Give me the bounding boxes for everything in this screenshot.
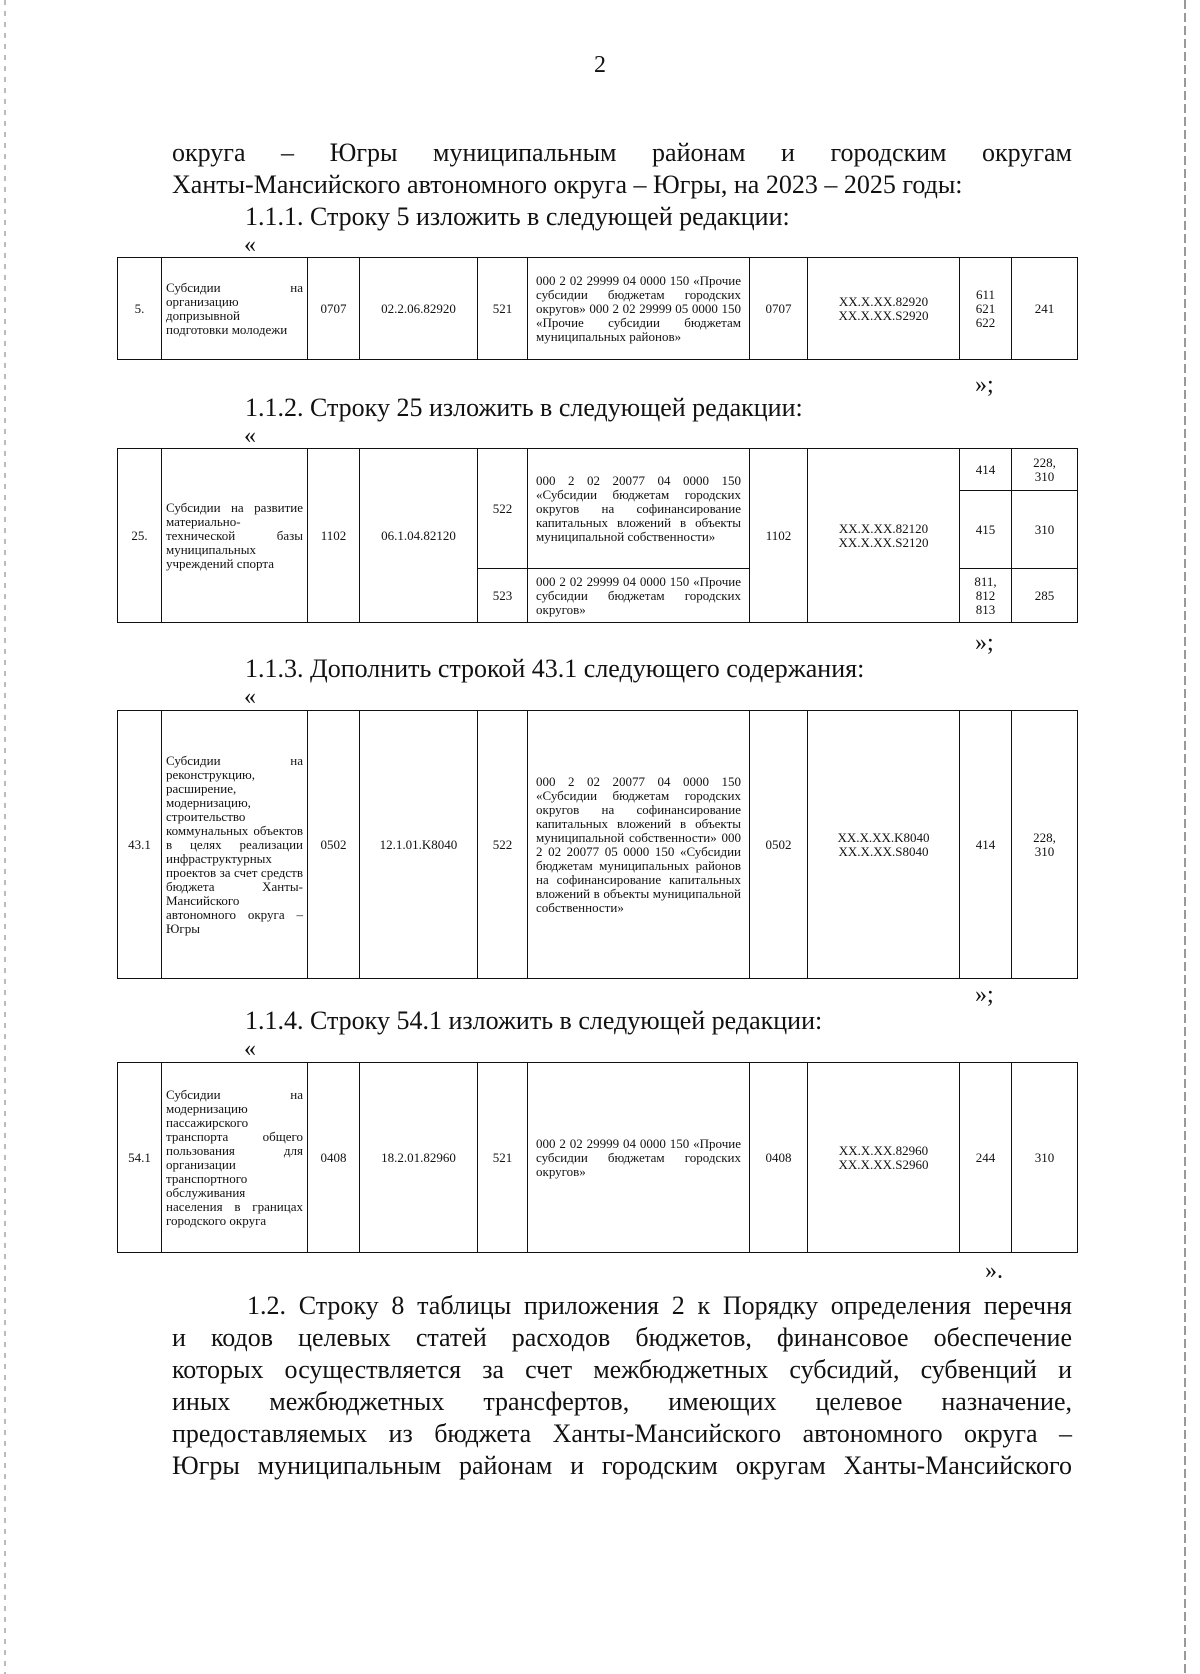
closing-line-2: и кодов целевых статей расходов бюджетов, финансовое обеспечение: [172, 1323, 1072, 1352]
section-heading-4: 1.1.4. Строку 54.1 изложить в следующей редакции:: [245, 1006, 823, 1035]
cell-last-code: 228, 310: [1012, 711, 1078, 979]
cell-target-article: 06.1.04.82120: [360, 449, 478, 623]
cell-target-article: 18.2.01.82960: [360, 1063, 478, 1253]
cell-section-code: 0408: [308, 1063, 360, 1253]
cell-kosgu-3: 811, 812 813: [960, 569, 1012, 623]
cell-kosgu: 244: [960, 1063, 1012, 1253]
cell-subsidy-name: Субсидии на модернизацию пассажирского транспорта общего пользования для организации транспортного обслуживания населения в границах городского округа: [162, 1063, 308, 1253]
quote-open-2: «: [244, 423, 256, 449]
cell-subsidy-name: Субсидии на реконструкцию, расширение, модернизацию, строительство коммунальных объектов в целях реализации инфраструктурных проектов за счет средств бюджета Ханты-Мансийского автономного округа – Югры: [162, 711, 308, 979]
quote-open-4: «: [244, 1036, 256, 1062]
cell-target-article: 12.1.01.K8040: [360, 711, 478, 979]
cell-section-code: 0707: [308, 258, 360, 360]
closing-paragraph: [172, 1290, 1072, 1482]
cell-section-code-2: 1102: [750, 449, 808, 623]
table-row-54-1: [117, 1062, 1078, 1253]
cell-kosgu-1: 414: [960, 449, 1012, 491]
section-heading-3: 1.1.3. Дополнить строкой 43.1 следующего содержания:: [245, 654, 865, 683]
quote-open-3: «: [244, 684, 256, 710]
cell-row-number: 5.: [118, 258, 162, 360]
section-heading-1: 1.1.1. Строку 5 изложить в следующей редакции:: [245, 202, 790, 231]
cell-row-number: 54.1: [118, 1063, 162, 1253]
cell-expense-type-a: 522: [478, 449, 528, 569]
cell-subsidy-name: Субсидии на организацию допризывной подготовки молодежи: [162, 258, 308, 360]
cell-target-articles: XX.X.XX.82120 XX.X.XX.S2120: [808, 449, 960, 623]
quote-open-1: «: [244, 232, 256, 258]
cell-section-code: 0502: [308, 711, 360, 979]
cell-income-code: 000 2 02 29999 04 0000 150 «Прочие субсидии бюджетам городских округов»: [528, 1063, 750, 1253]
cell-kosgu: 414: [960, 711, 1012, 979]
intro-line-2: Ханты-Мансийского автономного округа – Югры, на 2023 – 2025 годы:: [172, 170, 963, 199]
cell-expense-type-b: 523: [478, 569, 528, 623]
cell-last-code: 310: [1012, 1063, 1078, 1253]
intro-line-1: округа – Югры муниципальным районам и городским округам: [172, 138, 1072, 167]
cell-subsidy-name: Субсидии на развитие материально-технической базы муниципальных учреждений спорта: [162, 449, 308, 623]
cell-section-code-2: 0408: [750, 1063, 808, 1253]
page-number: 2: [594, 52, 606, 78]
quote-close-2: »;: [975, 630, 994, 656]
closing-line-4: иных межбюджетных трансфертов, имеющих целевое назначение,: [172, 1387, 1072, 1416]
cell-last-code: 241: [1012, 258, 1078, 360]
table-row-43-1: [117, 710, 1078, 979]
closing-line-6: Югры муниципальным районам и городским округам Ханты-Мансийского: [172, 1451, 1072, 1480]
cell-income-code: 000 2 02 29999 04 0000 150 «Прочие субсидии бюджетам городских округов» 000 2 02 29999 05 0000 150 «Прочие субсидии бюджетам муниципальных районов»: [528, 258, 750, 360]
cell-last-code-3: 285: [1012, 569, 1078, 623]
cell-income-code-b: 000 2 02 29999 04 0000 150 «Прочие субсидии бюджетам городских округов»: [528, 569, 750, 623]
cell-expense-type: 521: [478, 258, 528, 360]
scan-edge-left: [4, 0, 6, 1674]
cell-kosgu-2: 415: [960, 491, 1012, 569]
table-row-25: [117, 448, 1078, 623]
closing-line-1: 1.2. Строку 8 таблицы приложения 2 к Порядку определения перечня: [247, 1291, 1072, 1320]
cell-expense-type: 522: [478, 711, 528, 979]
cell-target-articles: XX.X.XX.82960 XX.X.XX.S2960: [808, 1063, 960, 1253]
cell-row-number: 43.1: [118, 711, 162, 979]
quote-close-3: »;: [975, 982, 994, 1008]
cell-section-code-2: 0707: [750, 258, 808, 360]
table-row-5: [117, 257, 1078, 360]
cell-kosgu: 611 621 622: [960, 258, 1012, 360]
cell-target-articles: XX.X.XX.K8040 XX.X.XX.S8040: [808, 711, 960, 979]
cell-last-code-1: 228, 310: [1012, 449, 1078, 491]
closing-line-3: которых осуществляется за счет межбюджетных субсидий, субвенций и: [172, 1355, 1072, 1384]
closing-line-5: предоставляемых из бюджета Ханты-Мансийского автономного округа –: [172, 1419, 1072, 1448]
cell-section-code: 1102: [308, 449, 360, 623]
cell-section-code-2: 0502: [750, 711, 808, 979]
scan-edge-right: [1184, 0, 1186, 1674]
quote-close-1: »;: [975, 372, 994, 398]
cell-last-code-2: 310: [1012, 491, 1078, 569]
section-heading-2: 1.1.2. Строку 25 изложить в следующей редакции:: [245, 393, 803, 422]
cell-target-article: 02.2.06.82920: [360, 258, 478, 360]
cell-income-code: 000 2 02 20077 04 0000 150 «Субсидии бюджетам городских округов на софинансирование капитальных вложений в объекты муниципальной собственности» 000 2 02 20077 05 0000 150 «Субсидии бюджетам муниципальных районов на софинансирование капитальных вложений в объекты муниципальной собственности»: [528, 711, 750, 979]
cell-target-articles: XX.X.XX.82920 XX.X.XX.S2920: [808, 258, 960, 360]
cell-expense-type: 521: [478, 1063, 528, 1253]
cell-income-code-a: 000 2 02 20077 04 0000 150 «Субсидии бюджетам городских округов на софинансирование капитальных вложений в объекты муниципальной собственности»: [528, 449, 750, 569]
quote-close-4: ».: [985, 1258, 1003, 1284]
cell-row-number: 25.: [118, 449, 162, 623]
